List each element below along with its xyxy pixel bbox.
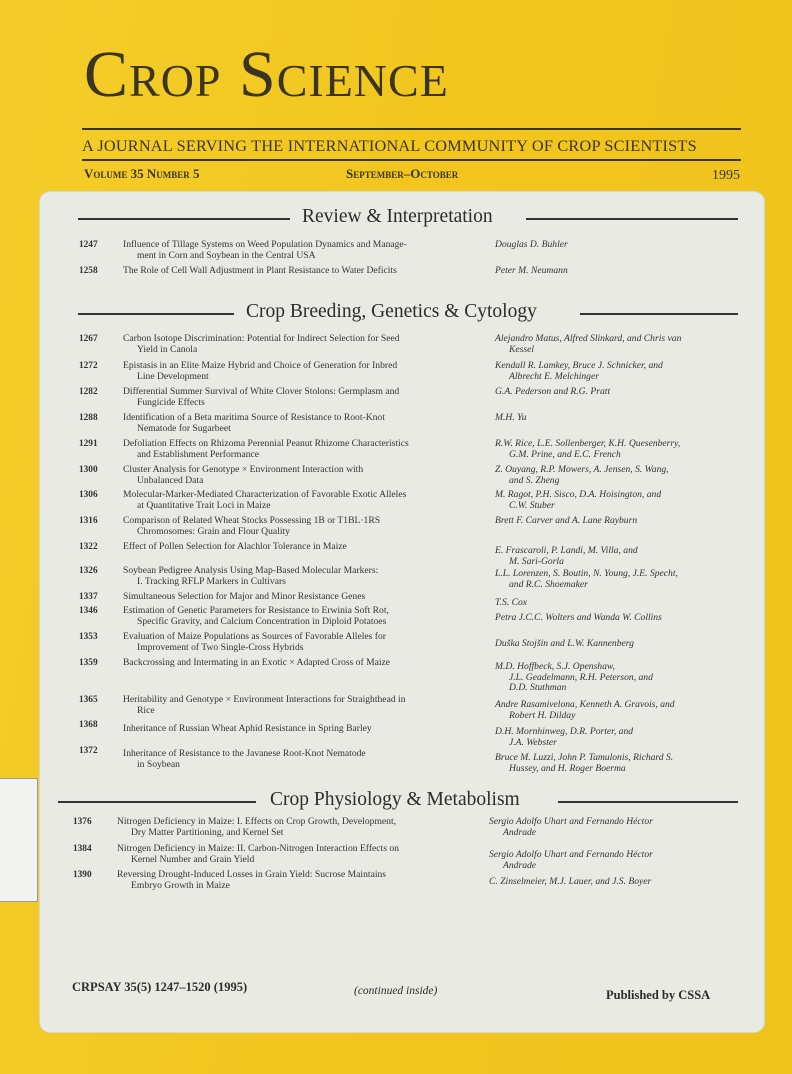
article-title (123, 266, 473, 277)
article-authors (495, 613, 727, 624)
journal-code: CRPSAY 35(5) 1247–1520 (1995) (72, 980, 248, 994)
masthead-rule-bottom (82, 159, 741, 161)
article-authors (495, 727, 727, 748)
article-authors (495, 266, 727, 277)
section-heading-review (78, 206, 738, 230)
authors-line: Kendall R. Lamkey, Bruce J. Schnicker, and (495, 360, 663, 371)
authors-line: Brett F. Carver and A. Lane Rayburn (495, 515, 638, 526)
authors-line: Douglas D. Buhler (495, 239, 568, 250)
title-line: ment in Corn and Soybean in the Central USA (137, 249, 316, 261)
article-title (123, 240, 473, 261)
title-line: Dry Matter Partitioning, and Kernel Set (131, 826, 284, 838)
authors-line: Petra J.C.C. Wolters and Wanda W. Collins (495, 612, 662, 623)
heading-rule-right (580, 313, 738, 315)
title-line: Nematode for Sugarbeet (137, 422, 231, 434)
title-line: Differential Summer Survival of White Clover Stolons: Germplasm and (123, 386, 400, 397)
title-line: Identification of a Beta maritima Source of Resistance to Root-Knot (123, 412, 385, 423)
article-authors (495, 439, 727, 460)
issue-date: September–October (346, 166, 459, 181)
article-title (123, 439, 473, 460)
title-line: Effect of Pollen Selection for Alachlor Tolerance in Maize (123, 541, 347, 552)
article-authors (495, 413, 727, 424)
section-title: Review & Interpretation (302, 206, 493, 227)
title-line: Yield in Canola (137, 343, 198, 355)
article-authors (495, 387, 727, 398)
article-title (123, 606, 473, 627)
article-authors (489, 850, 721, 871)
authors-line: J.L. Geadelmann, R.H. Peterson, and (509, 671, 653, 683)
authors-line: C. Zinselmeier, M.J. Lauer, and J.S. Boyer (489, 876, 652, 887)
title-line: Epistasis in an Elite Maize Hybrid and Choice of Generation for Inbred (123, 360, 398, 371)
issue-line (84, 166, 740, 186)
article-title (117, 817, 467, 838)
authors-line: G.A. Pederson and R.G. Pratt (495, 386, 611, 397)
article-authors (495, 361, 727, 382)
title-line: Simultaneous Selection for Major and Minor Resistance Genes (123, 591, 366, 602)
title-line: Soybean Pedigree Analysis Using Map-Based Molecular Markers: (123, 565, 379, 576)
article-title (123, 516, 473, 537)
heading-rule-left (58, 801, 256, 803)
title-line: Kernel Number and Grain Yield (131, 853, 255, 865)
article-title (123, 695, 473, 716)
title-line: Carbon Isotope Discrimination: Potential for Indirect Selection for Seed (123, 333, 400, 344)
article-title (123, 361, 473, 382)
article-title (123, 592, 473, 603)
page-number: 1384 (73, 844, 92, 854)
page-number: 1272 (79, 361, 98, 371)
authors-line: G.M. Prine, and E.C. French (509, 448, 621, 460)
page-number: 1353 (79, 632, 98, 642)
authors-line: Bruce M. Luzzi, John P. Tamulonis, Richard S. (495, 752, 674, 763)
title-line: Fungicide Effects (137, 396, 205, 408)
article-title (123, 749, 473, 770)
title-line: in Soybean (137, 758, 180, 770)
page-number: 1267 (79, 334, 98, 344)
title-line: Comparison of Related Wheat Stocks Possessing 1B or T1BL·1RS (123, 515, 381, 526)
title-line: at Quantitative Trait Loci in Maize (137, 499, 271, 511)
authors-line: Andrade (503, 826, 537, 838)
article-authors (489, 817, 721, 838)
authors-line: Robert H. Dilday (509, 709, 576, 721)
volume-number: Volume 35 Number 5 (84, 166, 200, 181)
title-line: Heritability and Genotype × Environment Interactions for Straighthead in (123, 694, 406, 705)
authors-line: Peter M. Neumann (495, 265, 568, 276)
authors-line: and S. Zheng (509, 474, 560, 486)
page-number: 1316 (79, 516, 98, 526)
article-title (117, 870, 467, 891)
article-authors (495, 334, 727, 355)
title-line: Nitrogen Deficiency in Maize: I. Effects on Crop Growth, Development, (117, 816, 397, 827)
title-line: Defoliation Effects on Rhizoma Perennial Peanut Rhizome Characteristics (123, 438, 409, 449)
title-line: Unbalanced Data (137, 474, 204, 486)
article-title (123, 724, 473, 735)
page-number: 1291 (79, 439, 98, 449)
article-authors (495, 516, 727, 527)
title-line: and Establishment Performance (137, 448, 260, 460)
heading-rule-right (558, 801, 738, 803)
article-title (123, 632, 473, 653)
title-line: Embryo Growth in Maize (131, 879, 230, 891)
page-number: 1306 (79, 490, 98, 500)
page-number: 1300 (79, 465, 98, 475)
title-line: Improvement of Two Single-Cross Hybrids (137, 641, 304, 653)
section-title: Crop Breeding, Genetics & Cytology (246, 301, 537, 322)
authors-line: E. Frascaroli, P. Landi, M. Villa, and (495, 545, 638, 556)
authors-line: Andre Rasamivelona, Kenneth A. Gravois, and (495, 699, 675, 710)
authors-line: D.D. Stuthman (509, 682, 567, 694)
page-number: 1359 (79, 658, 98, 668)
article-authors (495, 700, 727, 721)
authors-line: J.A. Webster (509, 736, 557, 748)
title-line: Estimation of Genetic Parameters for Resistance to Erwinia Soft Rot, (123, 605, 389, 616)
title-line: Line Development (137, 370, 209, 382)
title-line: Backcrossing and Intermating in an Exotic × Adapted Cross of Maize (123, 657, 391, 668)
title-line: Specific Gravity, and Calcium Concentration in Diploid Potatoes (137, 615, 387, 627)
authors-line: Kessel (509, 343, 535, 355)
authors-line: Sergio Adolfo Uhart and Fernando Héctor (489, 849, 653, 860)
article-title (123, 334, 473, 355)
article-authors (495, 598, 727, 609)
article-title (123, 542, 473, 553)
article-title (117, 844, 467, 865)
authors-line: Sergio Adolfo Uhart and Fernando Héctor (489, 816, 653, 827)
article-authors (495, 465, 727, 486)
page-number: 1322 (79, 542, 98, 552)
title-line: Cluster Analysis for Genotype × Environment Interaction with (123, 464, 364, 475)
page-number: 1365 (79, 695, 98, 705)
authors-line: and R.C. Shoemaker (509, 578, 588, 590)
title-line: Inheritance of Resistance to the Javanese Root-Knot Nematode (123, 748, 366, 759)
title-line: Rice (137, 704, 155, 716)
article-title (123, 490, 473, 511)
page-number: 1326 (79, 566, 98, 576)
page-number: 1288 (79, 413, 98, 423)
library-sticker (0, 778, 38, 902)
page-number: 1368 (79, 720, 98, 730)
authors-line: M. Ragot, P.H. Sisco, D.A. Hoisington, and (495, 489, 662, 500)
authors-line: D.H. Mornhinweg, D.R. Porter, and (495, 726, 634, 737)
authors-line: Z. Ouyang, R.P. Mowers, A. Jensen, S. Wang, (495, 464, 669, 475)
article-authors (495, 569, 727, 590)
continued-note: (continued inside) (354, 985, 438, 997)
publisher-credit: Published by CSSA (606, 988, 711, 1002)
article-title (123, 566, 473, 587)
authors-line: Albrecht E. Melchinger (509, 370, 599, 382)
page-number: 1376 (73, 817, 92, 827)
heading-rule-left (78, 313, 234, 315)
authors-line: R.W. Rice, L.E. Sollenberger, K.H. Quesenberry, (495, 438, 681, 449)
authors-line: M.D. Hoffbeck, S.J. Openshaw, (495, 661, 615, 672)
page-number: 1337 (79, 592, 98, 602)
title-line: Inheritance of Russian Wheat Aphid Resistance in Spring Barley (123, 723, 372, 734)
authors-line: T.S. Cox (495, 597, 528, 608)
heading-rule-right (526, 218, 738, 220)
page-number: 1372 (79, 746, 98, 756)
authors-line: Hussey, and H. Roger Boerma (509, 762, 626, 774)
authors-line: M. Sari-Gorla (509, 555, 564, 567)
article-authors (495, 662, 727, 694)
title-line: I. Tracking RFLP Markers in Cultivars (137, 575, 286, 587)
authors-line: Andrade (503, 859, 537, 871)
title-line: Evaluation of Maize Populations as Sources of Favorable Alleles for (123, 631, 386, 642)
journal-title: Crop Science (84, 38, 449, 111)
authors-line: Alejandro Matus, Alfred Slinkard, and Chris van (495, 333, 682, 344)
title-line: Influence of Tillage Systems on Weed Population Dynamics and Manage- (123, 239, 407, 250)
authors-line: C.W. Stuber (509, 499, 555, 511)
article-authors (489, 877, 721, 888)
title-line: Molecular-Marker-Mediated Characterization of Favorable Exotic Alleles (123, 489, 407, 500)
article-title (123, 658, 473, 669)
article-title (123, 387, 473, 408)
article-authors (495, 639, 727, 650)
article-title (123, 465, 473, 486)
page-number: 1247 (79, 240, 98, 250)
title-line: Nitrogen Deficiency in Maize: II. Carbon-Nitrogen Interaction Effects on (117, 843, 399, 854)
section-title: Crop Physiology & Metabolism (270, 789, 520, 810)
article-title (123, 413, 473, 434)
title-line: Chromosomes: Grain and Flour Quality (137, 525, 290, 537)
page-number: 1282 (79, 387, 98, 397)
article-authors (495, 753, 727, 774)
section-heading-breeding (78, 301, 738, 325)
issue-year: 1995 (712, 168, 740, 183)
masthead-rule-top (82, 128, 741, 130)
authors-line: M.H. Yu (495, 412, 527, 423)
title-line: The Role of Cell Wall Adjustment in Plant Resistance to Water Deficits (123, 265, 397, 276)
authors-line: Duška Stojšin and L.W. Kannenberg (495, 638, 634, 649)
article-authors (495, 546, 727, 567)
article-authors (495, 490, 727, 511)
page-number: 1390 (73, 870, 92, 880)
title-line: Reversing Drought-Induced Losses in Grain Yield: Sucrose Maintains (117, 869, 387, 880)
journal-subtitle: A JOURNAL SERVING THE INTERNATIONAL COMMUNITY OF CROP SCIENTISTS (82, 136, 697, 155)
page-number: 1258 (79, 266, 98, 276)
section-heading-physiology (58, 789, 738, 813)
authors-line: L.L. Lorenzen, S. Boutin, N. Young, J.E. Specht, (495, 568, 678, 579)
page-number: 1346 (79, 606, 98, 616)
heading-rule-left (78, 218, 290, 220)
article-authors (495, 240, 727, 251)
